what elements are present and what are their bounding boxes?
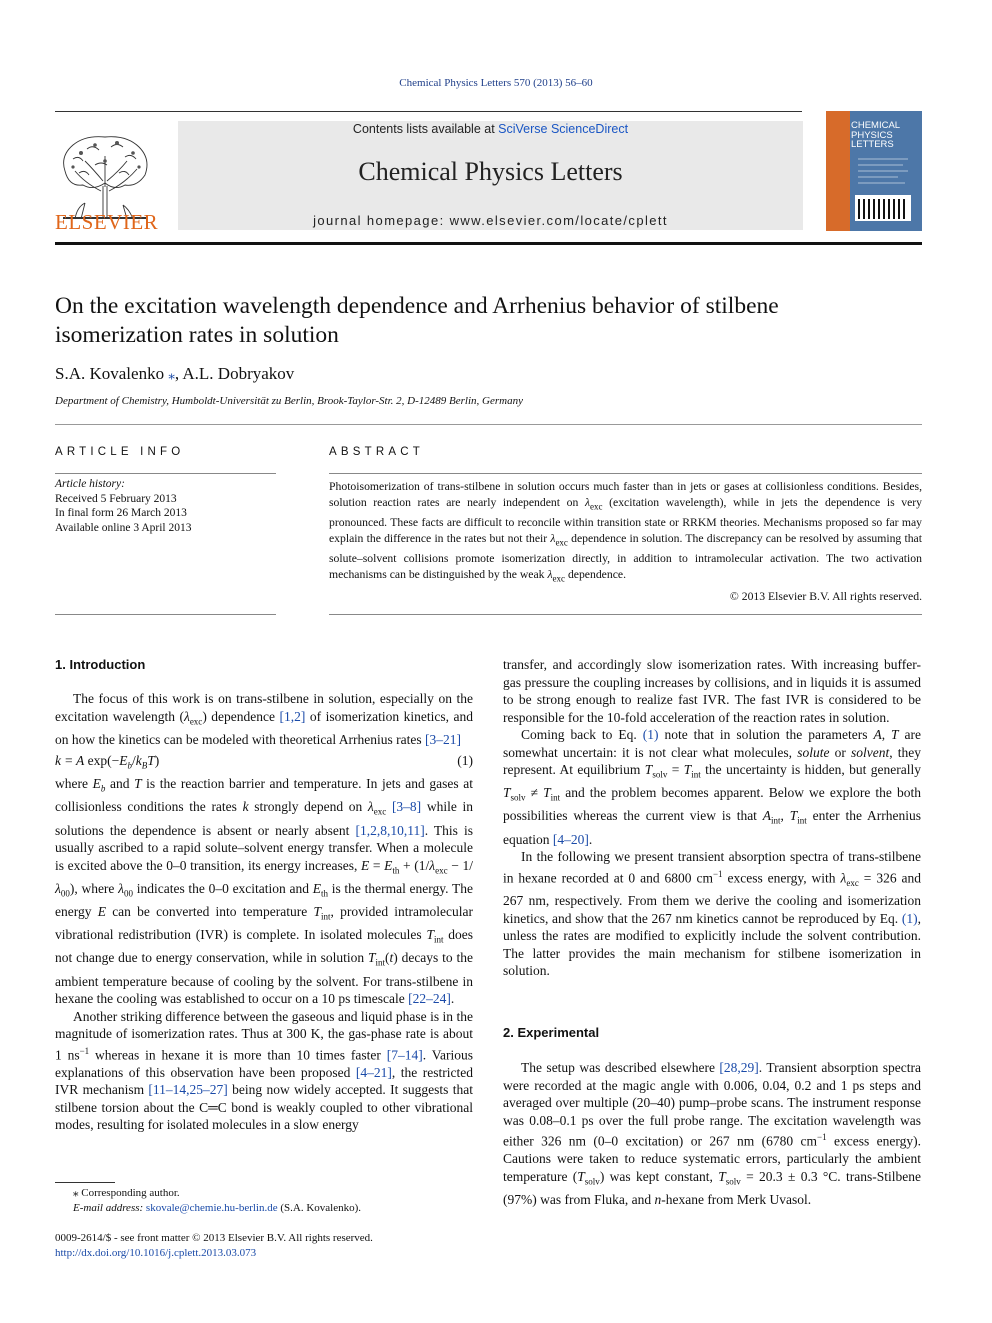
reference-link[interactable]: [4–20]: [552, 831, 589, 847]
cover-band: [826, 111, 850, 231]
corresponding-author-note: ⁎ Corresponding author.: [73, 1187, 180, 1199]
equation-body: = A $\exp(-E_b/k_BT)$: [65, 753, 160, 771]
equation-link[interactable]: (1): [901, 910, 918, 926]
contents-prefix: Contents lists available at: [352, 122, 499, 136]
doi-link[interactable]: http://dx.doi.org/10.1016/j.cplett.2013.03.073: [55, 1246, 257, 1259]
section-heading-introduction: 1. Introduction: [55, 657, 146, 672]
cover-title-line: LETTERS: [851, 139, 894, 150]
section-heading-experimental: 2. Experimental: [503, 1025, 600, 1040]
cover-graphic: [853, 155, 913, 225]
cover-title-line: PHYSICS: [851, 129, 893, 141]
contents-line: [178, 121, 803, 137]
reference-link[interactable]: [1,2,8,10,11]: [355, 822, 425, 838]
email-line: [55, 1201, 361, 1216]
reference-link[interactable]: [22–24]: [408, 991, 451, 1006]
author-list: [55, 364, 294, 384]
abstract-rule: [329, 614, 922, 615]
article-info-rule: [55, 614, 276, 615]
footnote-rule: [55, 1182, 115, 1183]
left-column: [55, 690, 473, 1134]
abstract-text: Photoisomerization of trans-stilbene in solution occurs much faster than in jets or gases at collisionless conditions. Besides, solution reaction rates are nearly independent on $\lambda_{exc}$ (excitation wavelength), while in jets the dependence is very pronounced. These facts are difficult to reconcile within transition state or RRKM theories. Mechanisms proposed so far may explain the difference in the rates but not their $\lambda_{exc}$ dependence in solution. The discrepancy can be resolved by assuming that solute–solvent collisions promote isomerization directly, in addition to intramolecular activation. The two activation mechanisms can be distinguished by the weak $\lambda_{exc}$ dependence.: [329, 480, 922, 584]
equation-link[interactable]: (1): [642, 727, 659, 742]
journal-title[interactable]: Chemical Physics Letters: [358, 157, 623, 186]
right-column: [503, 656, 921, 980]
journal-cover-thumbnail[interactable]: [826, 111, 922, 231]
final-form-date: In final form 26 March 2013: [55, 507, 187, 520]
affiliation: Department of Chemistry, Humboldt-Universität zu Berlin, Brook-Taylor-Str. 2, D-12489 Berlin, Germany: [55, 395, 523, 407]
online-date: Available online 3 April 2013: [55, 522, 192, 535]
header-thick-rule: [55, 242, 922, 245]
email-link[interactable]: skovale@chemie.hu-berlin.de: [145, 1202, 278, 1214]
journal-homepage[interactable]: journal homepage: www.elsevier.com/locate/cplett: [313, 213, 668, 228]
paragraph: Coming back to Eq. (1) note that in solution the parameters A, T are somewhat uncertain: it is not clear what molecules, solute or solvent, they represent. At equilibrium $T_{solv} = T_{int}$ the uncertainty is hidden, but generally $T_{solv} \ne T_{int}$ and the problem becomes apparent. Below we explore the both possibilities whereas the current view is that $A_{int}$, $T_{int}$ enter the Arrhenius equation [4–20].: [503, 727, 922, 847]
paragraph: transfer, and accordingly slow isomerization rates. With increasing buffer-gas pressure the coupling increases by collisions, and in liquids it is assumed to be strong enough to realize fast IVR. The fast IVR is considered to be responsible for the 10-fold acceleration of the reaction rates in solution.: [503, 657, 921, 725]
issn-line: 0009-2614/$ - see front matter © 2013 Elsevier B.V. All rights reserved.: [55, 1232, 373, 1244]
article-info-rule: [55, 473, 276, 474]
paragraph: In the following we present transient absorption spectra of trans-stilbene in hexane recorded at 0 and 6800 $cm^{-1}$ excess energy, with $\lambda_{exc} = 326$ and 267 nm, respectively. From them we derive the cooling and isomerization kinetics, and show that the 267 nm kinetics cannot be reproduced by Eq. (1), unless the rates are modified to explicitly include the solvent contribution. The latter provides the main mechanism for stilbene isomerization in solution.: [503, 849, 921, 979]
reference-link[interactable]: [11–14,25–27]: [148, 1082, 228, 1097]
cover-title-line: CHEMICAL: [851, 120, 901, 131]
sciencedirect-link[interactable]: SciVerse ScienceDirect: [498, 122, 629, 136]
author-name[interactable]: S.A. Kovalenko: [55, 364, 165, 383]
right-column-experimental: [503, 1059, 921, 1208]
email-owner: (S.A. Kovalenko).: [277, 1202, 362, 1214]
equation-number: (1): [457, 753, 473, 769]
abstract-rule: [329, 473, 922, 474]
journal-banner: [178, 121, 803, 230]
header-rule: [55, 111, 802, 112]
article-history: [55, 477, 191, 536]
reference-link[interactable]: [1,2]: [279, 708, 306, 724]
journal-citation[interactable]: Chemical Physics Letters 570 (2013) 56–60: [399, 77, 593, 89]
author-name[interactable]: , A.L. Dobryakov: [174, 364, 295, 383]
affiliation-rule: [55, 424, 922, 425]
equation-body: k: [55, 753, 61, 769]
elsevier-wordmark[interactable]: ELSEVIER: [55, 210, 159, 234]
front-matter: [55, 1231, 373, 1260]
reference-link[interactable]: [28,29]: [719, 1060, 759, 1075]
reference-link[interactable]: [3–21]: [425, 731, 462, 747]
cover-title: [851, 121, 900, 150]
paragraph: The setup was described elsewhere [28,29]. Transient absorption spectra were recorded at the magic angle with 0.006, 0.04, 0.2 and 1 ps steps and averaged over multiple (20–40) pump–probe scans. The instrument response was 0.08–0.1 ps over the full probe range. The excitation wavelength was either 326 nm (0–0 excitation) or 267 nm (6780 $cm^{-1}$ excess energy). Cautions were taken to reduce systematic errors, particularly the ambient temperature $(T_{solv})$ was kept constant, $T_{solv} = 20.3 \pm 0.3$ °C. trans-Stilbene (97%) was from Fluka, and n-hexane from Merk Uvasol.: [503, 1060, 921, 1207]
paragraph: where $E_b$ and T is the reaction barrier and temperature. In jets and gases at collisionless conditions the rates k strongly depend on $\lambda_{exc}$ [3–8] while in solutions the dependence is absent or nearly absent [1,2,8,10,11]. This is usually ascribed to a rapid solute–solvent energy transfer. When a molecule is excited above the 0–0 transition, its energy increases, $E = E_{th} + (1/\lambda_{exc} - 1/\lambda_{00})$, where $\lambda_{00}$ indicates the 0–0 excitation and $E_{th}$ is the thermal energy. The energy E can be converted into temperature $T_{int}$, provided intramolecular vibrational redistribution (IVR) is complete. In isolated molecules $T_{int}$ does not change due to energy conservation, while in solution $T_{int}(t)$ decays to the ambient temperature because of cooling by the solvent. For trans-stilbene in hexane the cooling was established to occur on a 10 ps timescale [22–24].: [55, 776, 473, 1006]
history-label: Article history:: [55, 478, 125, 490]
article-info-heading: ARTICLE INFO: [55, 446, 185, 458]
paragraph: Another striking difference between the gaseous and liquid phase is in the magnitude of isomerization rates. Thus at 300 K, the gas-phase rate is about 1 $ns^{-1}$ whereas in hexane it is more than 10 times faster [7–14]. Various explanations of this observation have been proposed [4–21], the restricted IVR mechanism [11–14,25–27] being now widely accepted. It suggests that stilbene torsion about the C═C bond is weakly coupled to other vibrational modes, resulting for isolated molecules in a slow energy: [55, 1008, 473, 1132]
equation-1: [55, 748, 473, 774]
reference-link[interactable]: [4–21]: [355, 1064, 392, 1080]
paragraph: The focus of this work is on trans-stilbene in solution, especially on the excitation wavelength $(\lambda_{exc})$ dependence [1,2] of isomerization kinetics, and on how the kinetics can be modeled with theoretical Arrhenius rates [3–21]: [55, 691, 473, 747]
corresponding-author-mark[interactable]: ⁎: [168, 367, 175, 382]
article-title: On the excitation wavelength dependence and Arrhenius behavior of stilbene isomerization rates in solution: [55, 293, 779, 348]
received-date: Received 5 February 2013: [55, 492, 177, 505]
reference-link[interactable]: [7–14]: [386, 1047, 423, 1062]
reference-link[interactable]: [3–8]: [391, 799, 422, 815]
abstract-heading: ABSTRACT: [329, 446, 424, 458]
copyright-notice: © 2013 Elsevier B.V. All rights reserved.: [729, 590, 922, 603]
footnote: [55, 1186, 361, 1216]
email-label: E-mail address:: [73, 1202, 146, 1214]
